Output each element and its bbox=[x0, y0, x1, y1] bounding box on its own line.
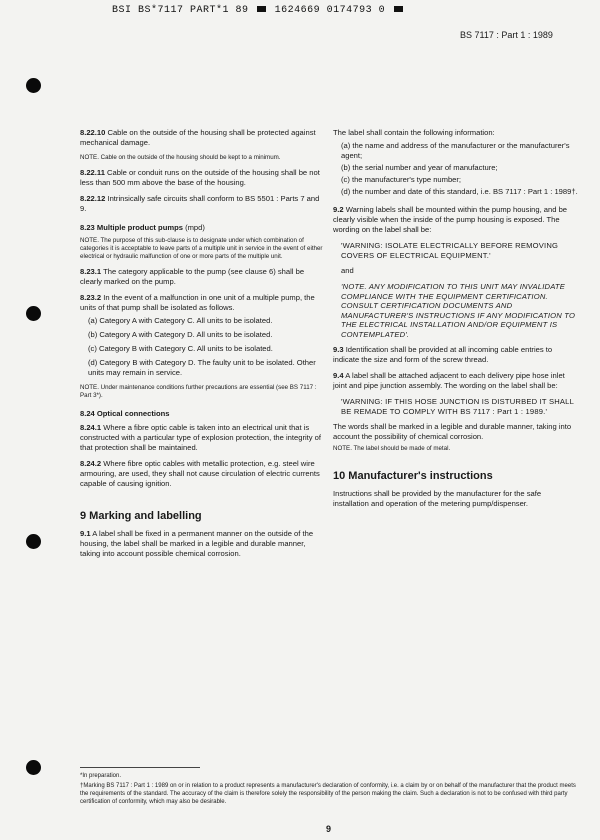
note-8-22-10: NOTE. Cable on the outside of the housing should be kept to a minimum. bbox=[80, 154, 281, 161]
punch-hole-icon bbox=[26, 760, 41, 775]
clause-9-3: 9.3 Identification shall be provided at all incoming cable entries to indicate the size and form of the screw thread. bbox=[333, 345, 553, 364]
clause-9-2: 9.2 Warning labels shall be mounted within the pump housing, and be clearly visible when the inside of the pump housing is exposed. The wording on the label shall be: bbox=[333, 205, 568, 234]
clause-9-4: 9.4 A label shall be attached adjacent to each delivery pipe hose inlet joint and pipe junction assembly. The wording on the label shall be: bbox=[333, 371, 565, 390]
standard-reference: BS 7117 : Part 1 : 1989 bbox=[460, 30, 553, 40]
heading-section-10: 10 Manufacturer's instructions bbox=[333, 470, 493, 482]
clause-8-22-11: 8.22.11 Cable or conduit runs on the outside of the housing shall be not less than 500 mm above the base of the housing. bbox=[80, 168, 320, 187]
list-item: (d) Category B with Category D. The faulty unit to be isolated. Other units may remain in service. bbox=[88, 358, 316, 377]
marking-durability-text: The words shall be marked in a legible and durable manner, taking into account the possibility of chemical corrosion. bbox=[333, 422, 572, 441]
heading-8-24: 8.24 Optical connections bbox=[80, 409, 170, 418]
list-item: (c) Category B with Category C. All units to be isolated. bbox=[88, 344, 273, 353]
page-number: 9 bbox=[326, 824, 332, 834]
stamp-code: 1624669 0174793 0 bbox=[274, 5, 386, 16]
punch-hole-icon bbox=[26, 78, 41, 93]
footnote-in-preparation: *In preparation. bbox=[80, 773, 122, 779]
stamp-text: BSI BS*7117 PART*1 89 bbox=[112, 5, 249, 16]
isolation-list bbox=[80, 316, 325, 378]
warning-text-modification: 'NOTE. ANY MODIFICATION TO THIS UNIT MAY INVALIDATE COMPLIANCE WITH THE EQUIPMENT CERTIFICATION. CONSULT CERTIFICATION DOCUMENTS AND MANUFACTURER'S INSTRUCTIONS IF ANY MODIFICATION TO THE ELECTRICAL INSTALLATION AND/OR EQUIPMENT IS CONTEMPLATED'. bbox=[341, 282, 576, 339]
warning-text-isolate: 'WARNING: ISOLATE ELECTRICALLY BEFORE REMOVING COVERS OF ELECTRICAL EQUIPMENT.' bbox=[341, 241, 559, 260]
list-item: (d) the number and date of this standard, i.e. BS 7117 : Part 1 : 1989†. bbox=[341, 187, 578, 196]
punch-hole-icon bbox=[26, 534, 41, 549]
list-item: (b) Category A with Category D. All units to be isolated. bbox=[88, 330, 273, 339]
conjunction-text: and bbox=[341, 266, 354, 275]
punch-hole-icon bbox=[26, 306, 41, 321]
list-item: (b) the serial number and year of manufacture; bbox=[341, 163, 498, 172]
document-stamp-header bbox=[112, 5, 405, 16]
clause-8-22-12: 8.22.12 Intrinsically safe circuits shall conform to BS 5501 : Parts 7 and 9. bbox=[80, 194, 320, 213]
stamp-block-mark bbox=[394, 6, 403, 12]
list-item: (a) the name and address of the manufacturer or the manufacturer's agent; bbox=[341, 141, 570, 160]
note-metal-label: NOTE. The label should be made of metal. bbox=[333, 445, 451, 452]
heading-section-9: 9 Marking and labelling bbox=[80, 510, 202, 522]
clause-8-23-1: 8.23.1 The category applicable to the pump (see clause 6) shall be clearly marked on the pump. bbox=[80, 267, 305, 286]
label-intro: The label shall contain the following information: bbox=[333, 128, 495, 137]
clause-10-text: Instructions shall be provided by the manufacturer for the safe installation and operation of the metering pump/dispenser. bbox=[333, 489, 542, 508]
clause-8-23-2: 8.23.2 In the event of a malfunction in one unit of a multiple pump, the units of that pump shall be isolated as follows. bbox=[80, 293, 315, 312]
clause-8-24-1: 8.24.1 Where a fibre optic cable is taken into an electrical unit that is constructed with a particular type of explosion protection, the integrity of that protection shall be maintained. bbox=[80, 423, 322, 452]
clause-8-22-10: 8.22.10 Cable on the outside of the housing shall be protected against mechanical damage. bbox=[80, 128, 316, 147]
left-column bbox=[80, 128, 325, 565]
right-column bbox=[333, 128, 578, 515]
list-item: (a) Category A with Category C. All units to be isolated. bbox=[88, 316, 273, 325]
stamp-block-mark bbox=[257, 6, 266, 12]
footnote-marking: †Marking BS 7117 : Part 1 : 1989 on or in relation to a product represents a manufacturer's declaration of conformity, i.e. a claim by or on behalf of the manufacturer that the product meets the requirements of the standard. The accuracy of the claim is therefore solely the responsibility of the person making the claim. Such a declaration is not to be confused with third party certification of conformity, which may also be desirable. bbox=[80, 783, 576, 805]
note-8-23: NOTE. The purpose of this sub-clause is to designate under which combination of categories it is acceptable to leave parts of a multiple unit in service in the event of either electrical or hydraulic malfunction of one or more parts of the multiple unit. bbox=[80, 237, 323, 260]
label-info-list bbox=[333, 141, 578, 197]
note-8-23-2: NOTE. Under maintenance conditions further precautions are essential (see BS 7117 : Part 3*). bbox=[80, 384, 317, 399]
clause-9-1: 9.1 A label shall be fixed in a permanent manner on the outside of the housing, the label shall be marked in a legible and durable manner, taking into account possible chemical corrosion. bbox=[80, 529, 314, 558]
clause-8-24-2: 8.24.2 Where fibre optic cables with metallic protection, e.g. steel wire armouring, are used, they shall not cause circulation of electric currents capable of causing ignition. bbox=[80, 459, 320, 488]
list-item: (c) the manufacturer's type number; bbox=[341, 175, 462, 184]
heading-8-23: 8.23 Multiple product pumps (mpd) bbox=[80, 223, 205, 232]
warning-text-hose: 'WARNING: IF THIS HOSE JUNCTION IS DISTURBED IT SHALL BE REMADE TO COMPLY WITH BS 7117 : Part 1 : 1989.' bbox=[341, 397, 574, 416]
footnote-divider bbox=[80, 767, 200, 768]
